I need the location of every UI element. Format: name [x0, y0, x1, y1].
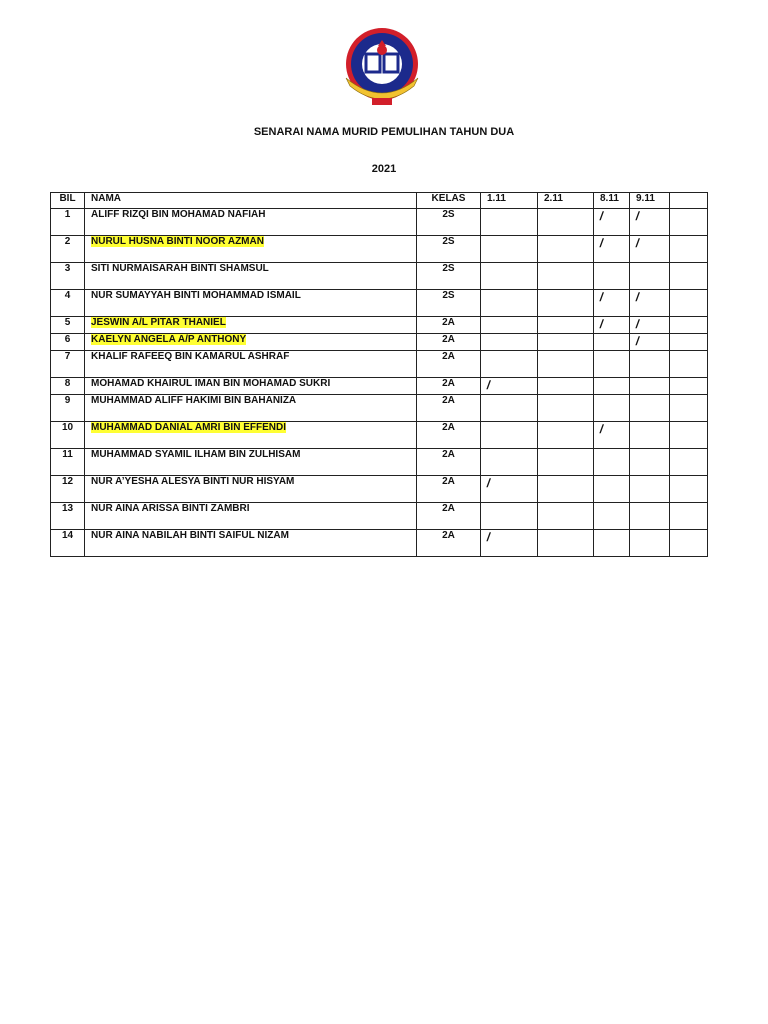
mark-extra-cell [670, 209, 708, 236]
mark-1-11-cell [481, 290, 538, 317]
student-name: MUHAMMAD SYAMIL ILHAM BIN ZULHISAM [91, 449, 301, 460]
mark-9-11-cell [630, 263, 670, 290]
table-row [51, 378, 708, 395]
table-row [51, 317, 708, 334]
student-class-cell [417, 263, 481, 290]
student-name: NUR AINA NABILAH BINTI SAIFUL NIZAM [91, 530, 289, 541]
school-logo [338, 26, 426, 108]
row-number-cell [51, 351, 85, 378]
table-row [51, 503, 708, 530]
mark-1-11: / [485, 530, 492, 544]
mark-1-11-cell [481, 395, 538, 422]
student-name: JESWIN A/L PITAR THANIEL [91, 317, 226, 328]
mark-8-11: / [598, 209, 605, 223]
student-name-cell [85, 263, 417, 290]
student-class: 2A [442, 334, 455, 345]
table-row [51, 263, 708, 290]
mark-1-11-cell [481, 317, 538, 334]
mark-extra-cell [670, 290, 708, 317]
mark-1-11-cell [481, 449, 538, 476]
table-row [51, 209, 708, 236]
student-class-cell [417, 378, 481, 395]
mark-2-11-cell [538, 378, 594, 395]
mark-9-11-cell [630, 334, 670, 351]
mark-1-11-cell [481, 236, 538, 263]
student-name: NURUL HUSNA BINTI NOOR AZMAN [91, 236, 264, 247]
row-number-cell [51, 290, 85, 317]
mark-8-11: / [598, 236, 605, 250]
student-name-cell [85, 530, 417, 557]
row-number: 8 [64, 378, 71, 389]
header-kelas: KELAS [417, 193, 481, 209]
header-9-11: 9.11 [630, 193, 670, 209]
student-class: 2A [442, 422, 455, 433]
mark-2-11-cell [538, 530, 594, 557]
row-number: 12 [61, 476, 74, 487]
row-number-cell [51, 334, 85, 351]
student-name: NUR SUMAYYAH BINTI MOHAMMAD ISMAIL [91, 290, 301, 301]
mark-9-11-cell [630, 317, 670, 334]
mark-extra-cell [670, 530, 708, 557]
mark-8-11-cell [594, 449, 630, 476]
row-number-cell [51, 236, 85, 263]
mark-2-11-cell [538, 503, 594, 530]
student-class-cell [417, 422, 481, 449]
table-row [51, 449, 708, 476]
student-class: 2A [442, 395, 455, 406]
row-number-cell [51, 476, 85, 503]
mark-2-11-cell [538, 351, 594, 378]
mark-8-11-cell [594, 263, 630, 290]
header-2-11: 2.11 [538, 193, 594, 209]
document-title: SENARAI NAMA MURID PEMULIHAN TAHUN DUA [253, 126, 515, 138]
row-number-cell [51, 503, 85, 530]
student-class: 2S [442, 209, 455, 220]
student-class: 2S [442, 263, 455, 274]
student-class: 2A [442, 530, 455, 541]
mark-1-11: / [485, 476, 492, 490]
mark-8-11-cell [594, 395, 630, 422]
table-row [51, 351, 708, 378]
mark-8-11: / [598, 422, 605, 436]
row-number: 6 [64, 334, 71, 345]
mark-9-11-cell [630, 476, 670, 503]
row-number: 3 [64, 263, 71, 274]
student-name: SITI NURMAISARAH BINTI SHAMSUL [91, 263, 269, 274]
student-name-cell [85, 395, 417, 422]
row-number: 4 [64, 290, 71, 301]
mark-2-11-cell [538, 334, 594, 351]
mark-8-11-cell [594, 476, 630, 503]
student-name-cell [85, 236, 417, 263]
row-number: 7 [64, 351, 71, 362]
mark-9-11-cell [630, 395, 670, 422]
header-nama: NAMA [85, 193, 417, 209]
mark-2-11-cell [538, 263, 594, 290]
student-name: KHALIF RAFEEQ BIN KAMARUL ASHRAF [91, 351, 290, 362]
row-number: 11 [62, 449, 73, 460]
mark-9-11-cell [630, 209, 670, 236]
row-number-cell [51, 263, 85, 290]
header-extra [670, 193, 708, 209]
mark-8-11-cell [594, 236, 630, 263]
row-number: 14 [61, 530, 74, 541]
mark-9-11-cell [630, 290, 670, 317]
row-number-cell [51, 530, 85, 557]
student-class-cell [417, 449, 481, 476]
table-row [51, 395, 708, 422]
student-name-cell [85, 378, 417, 395]
table-row [51, 334, 708, 351]
row-number: 2 [64, 236, 71, 247]
student-name-cell [85, 449, 417, 476]
student-class-cell [417, 503, 481, 530]
mark-8-11: / [598, 290, 605, 304]
mark-extra-cell [670, 236, 708, 263]
student-name-cell [85, 422, 417, 449]
mark-2-11-cell [538, 236, 594, 263]
mark-extra-cell [670, 317, 708, 334]
mark-9-11-cell [630, 530, 670, 557]
mark-2-11-cell [538, 422, 594, 449]
student-class: 2A [442, 351, 455, 362]
student-class: 2A [442, 476, 455, 487]
table-row [51, 476, 708, 503]
student-class: 2S [442, 236, 455, 247]
student-name-cell [85, 503, 417, 530]
mark-9-11-cell [630, 449, 670, 476]
mark-extra-cell [670, 395, 708, 422]
student-class-cell [417, 395, 481, 422]
student-class-cell [417, 209, 481, 236]
student-class-cell [417, 351, 481, 378]
student-name: MUHAMMAD DANIAL AMRI BIN EFFENDI [91, 422, 286, 433]
mark-2-11-cell [538, 290, 594, 317]
student-class: 2S [442, 290, 455, 301]
mark-1-11-cell [481, 422, 538, 449]
student-name: MOHAMAD KHAIRUL IMAN BIN MOHAMAD SUKRI [91, 378, 331, 389]
mark-8-11-cell [594, 503, 630, 530]
school-crest-icon [338, 26, 426, 108]
mark-9-11-cell [630, 236, 670, 263]
student-name: NUR A’YESHA ALESYA BINTI NUR HISYAM [91, 476, 295, 487]
student-name-cell [85, 209, 417, 236]
header-8-11: 8.11 [594, 193, 630, 209]
table-row [51, 236, 708, 263]
student-class-cell [417, 236, 481, 263]
student-name-cell [85, 290, 417, 317]
mark-9-11: / [634, 334, 641, 348]
student-class-cell [417, 476, 481, 503]
document-year: 2021 [371, 163, 397, 175]
student-class: 2A [442, 449, 455, 460]
mark-1-11-cell [481, 476, 538, 503]
mark-extra-cell [670, 378, 708, 395]
mark-1-11-cell [481, 530, 538, 557]
mark-9-11: / [634, 236, 641, 250]
mark-8-11-cell [594, 290, 630, 317]
mark-2-11-cell [538, 395, 594, 422]
student-name: KAELYN ANGELA A/P ANTHONY [91, 334, 247, 345]
mark-1-11-cell [481, 503, 538, 530]
student-name-cell [85, 334, 417, 351]
student-class: 2A [442, 378, 455, 389]
row-number-cell [51, 449, 85, 476]
mark-8-11-cell [594, 209, 630, 236]
mark-extra-cell [670, 351, 708, 378]
mark-9-11-cell [630, 422, 670, 449]
row-number-cell [51, 395, 85, 422]
mark-8-11-cell [594, 317, 630, 334]
student-table [50, 192, 708, 557]
table-row [51, 422, 708, 449]
mark-1-11-cell [481, 263, 538, 290]
mark-2-11-cell [538, 317, 594, 334]
mark-8-11: / [598, 317, 605, 331]
mark-extra-cell [670, 449, 708, 476]
mark-9-11: / [634, 290, 641, 304]
mark-8-11-cell [594, 378, 630, 395]
mark-9-11-cell [630, 351, 670, 378]
mark-extra-cell [670, 503, 708, 530]
row-number-cell [51, 422, 85, 449]
row-number-cell [51, 209, 85, 236]
mark-1-11-cell [481, 334, 538, 351]
mark-2-11-cell [538, 449, 594, 476]
header-bil: BIL [51, 193, 85, 209]
row-number: 5 [64, 317, 71, 328]
student-name: MUHAMMAD ALIFF HAKIMI BIN BAHANIZA [91, 395, 297, 406]
row-number: 1 [64, 209, 71, 220]
mark-8-11-cell [594, 334, 630, 351]
table-header-row [51, 193, 708, 209]
mark-8-11-cell [594, 530, 630, 557]
student-class-cell [417, 530, 481, 557]
mark-1-11-cell [481, 351, 538, 378]
student-class-cell [417, 334, 481, 351]
student-class: 2A [442, 503, 455, 514]
row-number-cell [51, 378, 85, 395]
mark-9-11-cell [630, 503, 670, 530]
mark-extra-cell [670, 334, 708, 351]
mark-2-11-cell [538, 209, 594, 236]
mark-9-11-cell [630, 378, 670, 395]
student-class-cell [417, 290, 481, 317]
student-name: NUR AINA ARISSA BINTI ZAMBRI [91, 503, 250, 514]
mark-extra-cell [670, 263, 708, 290]
student-name-cell [85, 317, 417, 334]
mark-1-11-cell [481, 209, 538, 236]
table-row [51, 530, 708, 557]
header-1-11: 1.11 [481, 193, 538, 209]
row-number: 13 [61, 503, 74, 514]
mark-extra-cell [670, 476, 708, 503]
mark-1-11-cell [481, 378, 538, 395]
mark-1-11: / [485, 378, 492, 392]
row-number-cell [51, 317, 85, 334]
student-name-cell [85, 476, 417, 503]
row-number: 10 [61, 422, 74, 433]
mark-2-11-cell [538, 476, 594, 503]
mark-9-11: / [634, 209, 641, 223]
table-row [51, 290, 708, 317]
student-name: ALIFF RIZQI BIN MOHAMAD NAFIAH [91, 209, 266, 220]
mark-9-11: / [634, 317, 641, 331]
student-class: 2A [442, 317, 455, 328]
row-number: 9 [64, 395, 71, 406]
mark-8-11-cell [594, 422, 630, 449]
student-name-cell [85, 351, 417, 378]
mark-8-11-cell [594, 351, 630, 378]
student-class-cell [417, 317, 481, 334]
mark-extra-cell [670, 422, 708, 449]
